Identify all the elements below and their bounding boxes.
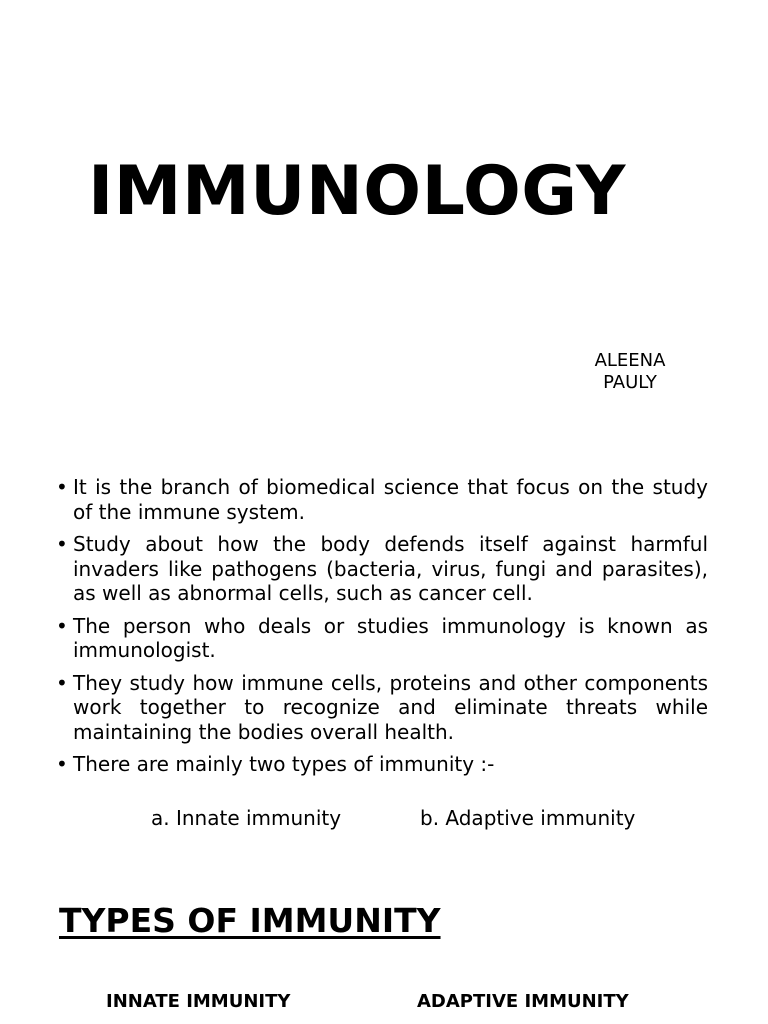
author-first-name: ALEENA (594, 350, 666, 371)
list-item (56, 532, 708, 606)
immunity-type-adaptive: b. Adaptive immunity (420, 806, 636, 830)
author-last-name: PAULY (603, 372, 657, 393)
section-heading: TYPES OF IMMUNITY (59, 901, 441, 940)
bullet-point: • (56, 670, 68, 695)
bullet-point: • (56, 532, 68, 556)
immunity-type-innate: a. Innate immunity (151, 806, 342, 830)
list-item (56, 671, 708, 745)
list-item-text: The person who deals or studies immunology is known as immunologist. (73, 613, 708, 662)
list-item (56, 614, 708, 663)
page-title: IMMUNOLOGY (88, 152, 626, 231)
column-heading-innate: INNATE IMMUNITY (106, 991, 291, 1012)
list-item-text: Study about how the body defends itself against harmful invaders like pathogens (bacteria, virus, fungi and parasites), as well as abnormal cells, such as cancer cell. (73, 532, 708, 605)
author-name (572, 350, 688, 394)
bullet-point: • (56, 613, 68, 638)
list-item (56, 752, 708, 777)
list-item-text: They study how immune cells, proteins and other components work together to recognize and eliminate threats while maintaining the bodies overall health. (73, 670, 708, 744)
bullet-list (56, 475, 708, 785)
column-heading-adaptive: ADAPTIVE IMMUNITY (417, 991, 629, 1012)
list-item (56, 475, 708, 524)
list-item-text: There are mainly two types of immunity :- (73, 752, 495, 776)
list-item-text: It is the branch of biomedical science that focus on the study of the immune system. (73, 475, 708, 524)
bullet-point: • (56, 752, 68, 776)
bullet-point: • (56, 475, 68, 499)
